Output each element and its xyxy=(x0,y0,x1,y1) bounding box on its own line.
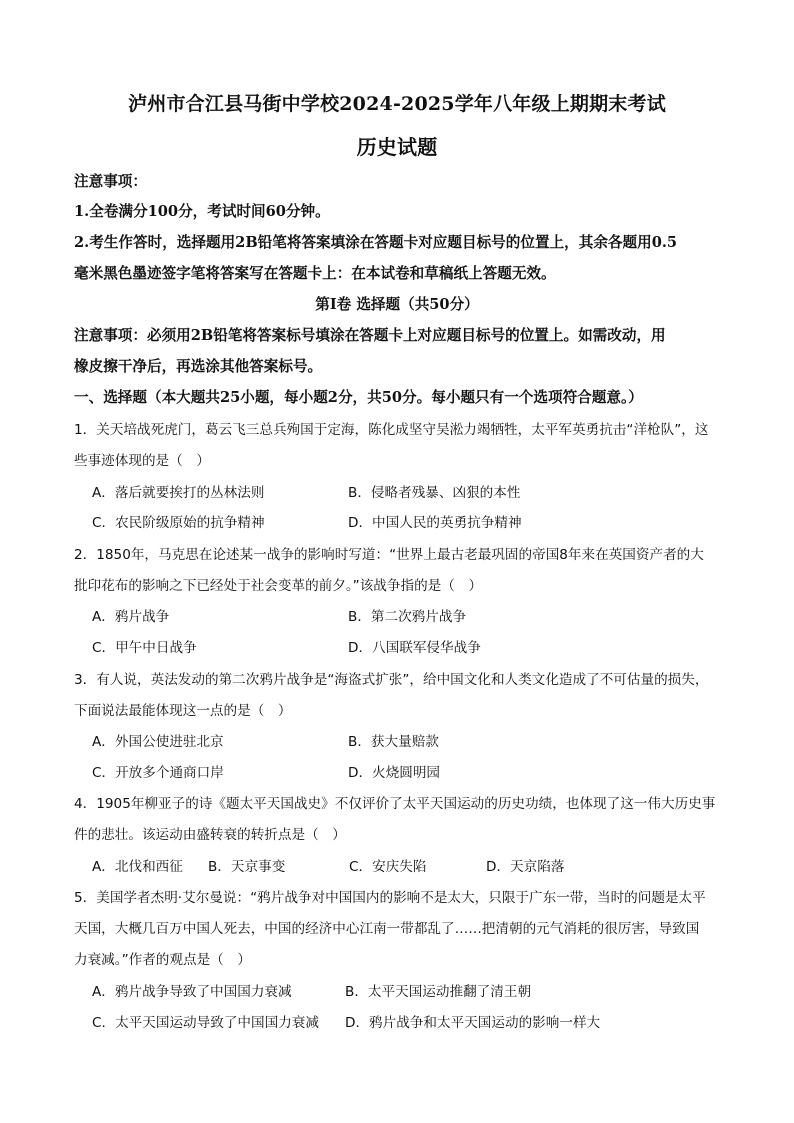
question-3-option-b: B．获大量赔款 xyxy=(348,734,439,750)
question-2-stem-line-1: 2．1850年，马克思在论述某一战争的影响时写道：“世界上最古老最巩固的帝国8年来在英国资产者的大 xyxy=(74,547,704,563)
question-4-option-c: C．安庆失陷 xyxy=(349,859,427,875)
exam-title: 泸州市合江县马街中学校2024-2025学年八年级上期期末考试 xyxy=(128,93,666,115)
question-5-option-c: C．太平天国运动导致了中国国力衰减 xyxy=(92,1015,319,1031)
question-3-option-c: C．开放多个通商口岸 xyxy=(92,765,224,781)
question-1-option-d: D．中国人民的英勇抗争精神 xyxy=(348,515,522,531)
section-note-line-1: 注意事项：必须用2B铅笔将答案标号填涂在答题卡上对应题目标号的位置上。如需改动，用 xyxy=(74,327,666,344)
notice-item-1: 1.全卷满分100分，考试时间60分钟。 xyxy=(74,203,330,220)
question-1-stem-line-2: 些事迹体现的是（ ） xyxy=(74,453,210,469)
question-5-stem-line-2: 天国，大概几百万中国人死去，中国的经济中心江南一带都乱了……把清朝的元气消耗的很厉害，导致国 xyxy=(74,921,700,937)
section-title: 第Ⅰ卷 选择题（共50分） xyxy=(315,296,479,313)
part-title: 一、选择题（本大题共25小题，每小题2分，共50分。每小题只有一个选项符合题意。） xyxy=(74,389,643,406)
question-5-stem-line-3: 力衰减。”作者的观点是（ ） xyxy=(74,952,251,968)
question-4-stem-line-2: 件的悲壮。该运动由盛转衰的转折点是（ ） xyxy=(74,827,346,843)
question-4-option-a: A．北伐和西征 xyxy=(92,859,183,875)
question-2-option-b: B．第二次鸦片战争 xyxy=(348,609,467,625)
notice-item-2-line-1: 2.考生作答时，选择题用2B铅笔将答案填涂在答题卡对应题目标号的位置上，其余各题用0.5 xyxy=(74,234,678,251)
question-5-option-b: B．太平天国运动推翻了清王朝 xyxy=(345,984,532,1000)
question-5-stem-line-1: 5．美国学者杰明·艾尔曼说：“鸦片战争对中国国内的影响不是太大，只限于广东一带，当时的问题是太平 xyxy=(74,890,706,906)
notice-item-2-line-2: 毫米黑色墨迹签字笔将答案写在答题卡上：在本试卷和草稿纸上答题无效。 xyxy=(74,265,556,282)
question-4-option-b: B．天京事变 xyxy=(208,859,286,875)
question-1-stem-line-1: 1．关天培战死虎门，葛云飞三总兵殉国于定海，陈化成坚守吴淞力竭牺牲，太平军英勇抗击“洋枪队”，这 xyxy=(74,422,709,438)
question-5-option-d: D．鸦片战争和太平天国运动的影响一样大 xyxy=(345,1015,601,1031)
question-5-option-a: A．鸦片战争导致了中国国力衰减 xyxy=(92,984,292,1000)
question-1-option-c: C．农民阶级原始的抗争精神 xyxy=(92,515,265,531)
exam-subtitle: 历史试题 xyxy=(356,135,438,159)
question-4-stem-line-1: 4．1905年柳亚子的诗《题太平天国战史》不仅评价了太平天国运动的历史功绩，也体现了这一伟大历史事 xyxy=(74,796,716,812)
question-2-stem-line-2: 批印花布的影响之下已经处于社会变革的前夕。”该战争指的是（ ） xyxy=(74,578,483,594)
question-3-stem-line-1: 3．有人说，英法发动的第二次鸦片战争是“海盗式扩张”，给中国文化和人类文化造成了不可估量的损失， xyxy=(74,672,709,688)
question-3-option-a: A．外国公使进驻北京 xyxy=(92,734,224,750)
question-2-option-a: A．鸦片战争 xyxy=(92,609,170,625)
question-3-stem-line-2: 下面说法最能体现这一点的是（ ） xyxy=(74,703,292,719)
question-3-option-d: D．火烧圆明园 xyxy=(348,765,441,781)
question-2-option-c: C．甲午中日战争 xyxy=(92,640,197,656)
question-4-option-d: D．天京陷落 xyxy=(486,859,565,875)
question-1-option-a: A．落后就要挨打的丛林法则 xyxy=(92,485,265,501)
question-1-option-b: B．侵略者残暴、凶狠的本性 xyxy=(348,485,521,501)
notice-heading: 注意事项： xyxy=(74,173,147,190)
section-note-line-2: 橡皮擦干净后，再选涂其他答案标号。 xyxy=(74,358,323,375)
question-2-option-d: D．八国联军侵华战争 xyxy=(348,640,481,656)
